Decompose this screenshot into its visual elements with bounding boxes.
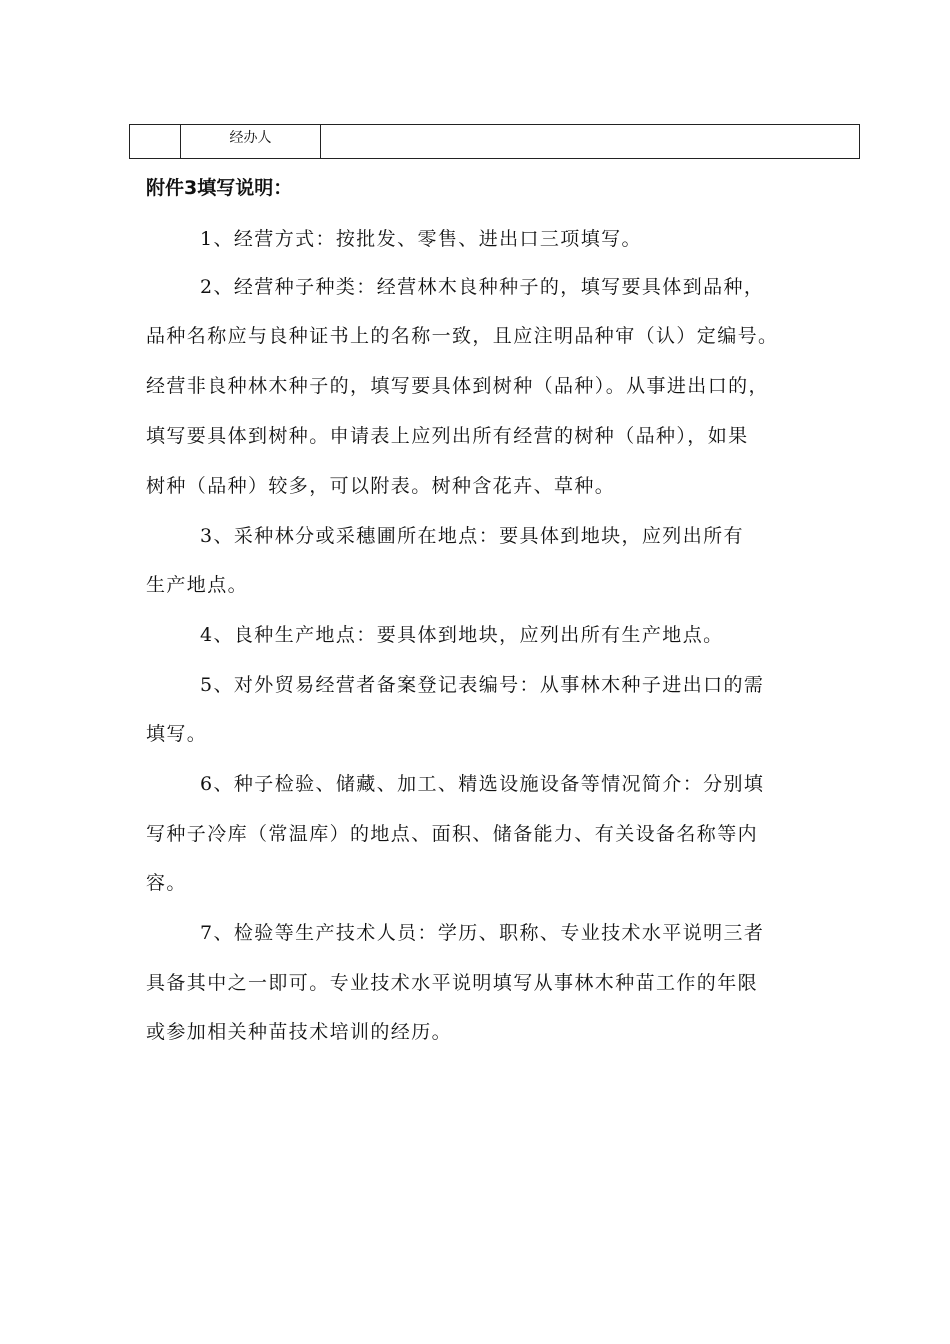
paragraph-3-line-2: 生产地点。	[146, 574, 249, 596]
paragraph-2-line-2: 品种名称应与良种证书上的名称一致，且应注明品种审（认）定编号。	[146, 325, 779, 347]
paragraph-7-line-1: 7、检验等生产技术人员：学历、职称、专业技术水平说明三者	[200, 922, 765, 944]
paragraph-7-line-2: 具备其中之一即可。专业技术水平说明填写从事林木种苗工作的年限	[146, 972, 759, 994]
paragraph-6-line-3: 容。	[146, 872, 187, 894]
paragraph-5-line-2: 填写。	[146, 723, 208, 745]
paragraph-5-line-1: 5、对外贸易经营者备案登记表编号：从事林木种子进出口的需	[200, 674, 765, 696]
paragraph-2-line-4: 填写要具体到树种。申请表上应列出所有经营的树种（品种），如果	[146, 425, 749, 447]
table-cell-label: 经办人	[181, 125, 321, 159]
paragraph-2-line-5: 树种（品种）较多，可以附表。树种含花卉、草种。	[146, 475, 616, 497]
table-cell-value	[321, 125, 860, 159]
paragraph-4-line-1: 4、良种生产地点：要具体到地块，应列出所有生产地点。	[200, 624, 724, 646]
table-cell-blank	[130, 125, 181, 159]
table-row	[130, 125, 860, 159]
paragraph-3-line-1: 3、采种林分或采穗圃所在地点：要具体到地块，应列出所有	[200, 525, 744, 547]
signature-table	[129, 124, 860, 159]
paragraph-2-line-1: 2、经营种子种类：经营林木良种种子的，填写要具体到品种，	[200, 276, 765, 298]
paragraph-6-line-2: 写种子冷库（常温库）的地点、面积、储备能力、有关设备名称等内	[146, 823, 759, 845]
paragraph-2-line-3: 经营非良种林木种子的，填写要具体到树种（品种）。从事进出口的，	[146, 375, 769, 397]
paragraph-6-line-1: 6、种子检验、储藏、加工、精选设施设备等情况简介：分别填	[200, 773, 765, 795]
page-heading: 附件3填写说明：	[146, 177, 293, 199]
paragraph-1-line-1: 1、经营方式：按批发、零售、进出口三项填写。	[200, 228, 642, 250]
paragraph-7-line-3: 或参加相关种苗技术培训的经历。	[146, 1021, 453, 1043]
